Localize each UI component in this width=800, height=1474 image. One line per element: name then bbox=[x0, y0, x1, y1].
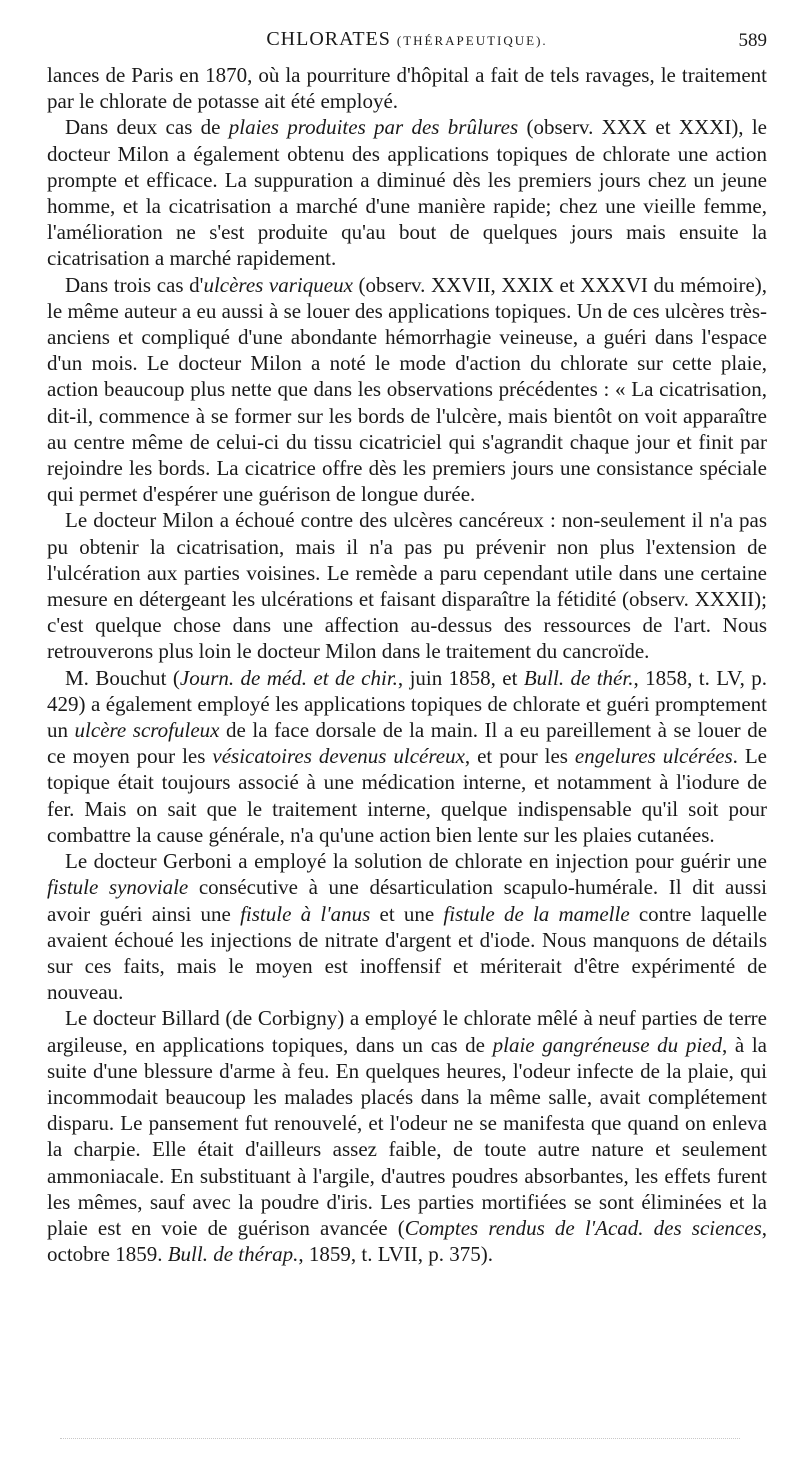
text-run: Le docteur Milon a échoué contre des ulcères cancéreux : non-seulement il n'a pas pu obtenir la cicatrisation, mais il n'a pas pu prévenir non plus l'extension de l'ulcération aux parties voisines. Le remède a paru cependant utile dans une certaine mesure en détergeant les ulcérations et faisant disparaître la fétidité (observ. XXXII); c'est quelque chose dans une affection au-dessus des ressources de l'art. Nous retrouverons plus loin le docteur Milon dans le traitement du cancroïde. bbox=[47, 508, 767, 664]
text-run: , et pour les bbox=[464, 744, 575, 769]
text-run: Le docteur Billard (de Corbigny) a employé le chlorate mêlé à neuf parties de terre argileuse, en applications topiques, dans un cas de bbox=[47, 1006, 767, 1057]
page-number: 589 bbox=[738, 30, 767, 51]
text-run: , juin 1858, et bbox=[397, 665, 524, 690]
running-header bbox=[47, 28, 767, 62]
text-run: contre laquelle avaient échoué les injections de nitrate d'argent et d'iode. Nous manquons de détails sur ces faits, mais le moyen est inoffensif et mériterait d'être expérimenté de nouveau. bbox=[47, 901, 767, 1005]
italic-text: Bull. de thér. bbox=[523, 665, 634, 690]
text-run: , à la suite d'une blessure d'arme à feu. En quelques heures, l'odeur infecte de la plaie, qui incommodait beaucoup les malades placés dans la même salle, avait complétement disparu. Le pansement fut renouvelé, et l'odeur ne se manifesta que quand on enleva la charpie. Elle était d'ailleurs assez faible, de toute autre nature et seulement ammoniacale. En substituant à l'argile, d'autres poudres absorbantes, les effets furent les mêmes, sauf avec la poudre d'iris. Les parties mortifiées se sont éliminées et la plaie est en voie de guérison avancée ( bbox=[47, 1032, 767, 1240]
bottom-rule bbox=[60, 1438, 740, 1445]
text-run: M. Bouchut ( bbox=[65, 665, 180, 690]
text-run: Dans deux cas de bbox=[65, 115, 229, 140]
paragraph bbox=[47, 62, 767, 114]
text-run: et une bbox=[370, 901, 444, 926]
paragraph bbox=[47, 1005, 767, 1267]
paragraph bbox=[47, 272, 767, 508]
italic-text: fistule à l'anus bbox=[240, 901, 371, 926]
text-run: Le docteur Gerboni a employé la solution de chlorate en injection pour guérir une bbox=[65, 849, 767, 874]
italic-text: fistule synoviale bbox=[47, 875, 189, 900]
italic-text: engelures ulcérées bbox=[574, 744, 733, 769]
text-run: . Le topique était toujours associé à une médication interne, et notamment à l'iodure de fer. Mais on sait que le traitement interne, quelque indispensable qu'il soit pour combattre la cause générale, n'a qu'une action bien lente sur les plaies cutanées. bbox=[47, 744, 768, 847]
text-run: consécutive à une désarticulation scapulo-humérale. Il dit aussi avoir guéri ainsi une bbox=[47, 875, 767, 926]
italic-text: ulcère scrofuleux bbox=[74, 718, 220, 743]
paragraph bbox=[47, 665, 767, 848]
text-run: Dans trois cas d' bbox=[65, 272, 204, 297]
italic-text: plaie gangréneuse du pied bbox=[492, 1032, 722, 1057]
text-run: (observ. XXVII, XXIX et XXXVI du mémoire), le même auteur a eu aussi à se louer des applications topiques. Un de ces ulcères très-anciens et compliqué d'une abondante hémorrhagie veineuse, a guéri dans l'espace d'un mois. Le docteur Milon a noté le mode d'action du chlorate sur cette plaie, action beaucoup plus nette que dans les observations précédentes : « La cicatrisation, dit-il, commence à se former sur les bords de l'ulcère, mais bientôt on voit apparaître au centre même de celui-ci du tissu cicatriciel qui s'agrandit chaque jour et finit par rejoindre les bords. La cicatrice offre dès les premiers jours une consistance spéciale qui permet d'espérer une guérison de longue durée. bbox=[47, 272, 768, 507]
italic-text: fistule de la mamelle bbox=[443, 901, 630, 926]
text-run: , octobre 1859. bbox=[47, 1215, 767, 1267]
italic-text: vésicatoires devenus ulcéreux bbox=[212, 744, 465, 769]
text-run: de la face dorsale de la main. Il a eu pareillement à se louer de ce moyen pour les bbox=[47, 718, 768, 769]
italic-text: Comptes rendus de l'Acad. des sciences bbox=[404, 1215, 762, 1240]
text-run: (observ. XXX et XXXI), le docteur Milon a également obtenu des applications topiques de chlorate une action prompte et efficace. La suppuration a diminué dès les premiers jours chez un jeune homme, et la cicatrisation a marché d'une manière rapide; chez une vieille femme, l'amélioration ne s'est produite qu'au bout de quelques jours mais ensuite la cicatrisation a marché rapidement. bbox=[47, 115, 767, 271]
running-title-sub: (THÉRAPEUTIQUE). bbox=[396, 33, 548, 48]
italic-text: plaies produites par des brûlures bbox=[228, 115, 519, 140]
paragraph bbox=[47, 848, 767, 1005]
running-title-main: CHLORATES bbox=[266, 28, 391, 50]
running-title bbox=[47, 28, 767, 51]
italic-text: ulcères variqueux bbox=[203, 272, 353, 297]
page-body bbox=[47, 62, 767, 1267]
book-page bbox=[47, 28, 767, 1267]
text-run: , 1858, t. LV, p. 429) a également employé les applications topiques de chlorate et guéri promptement un bbox=[47, 665, 768, 743]
paragraph bbox=[47, 114, 767, 271]
italic-text: Bull. de thérap. bbox=[167, 1242, 299, 1267]
text-run: lances de Paris en 1870, où la pourriture d'hôpital a fait de tels ravages, le traitement par le chlorate de potasse ait été employé. bbox=[47, 63, 767, 114]
italic-text: Journ. de méd. et de chir. bbox=[179, 665, 398, 690]
paragraph bbox=[47, 507, 767, 664]
text-run: , 1859, t. LVII, p. 375). bbox=[298, 1242, 494, 1267]
